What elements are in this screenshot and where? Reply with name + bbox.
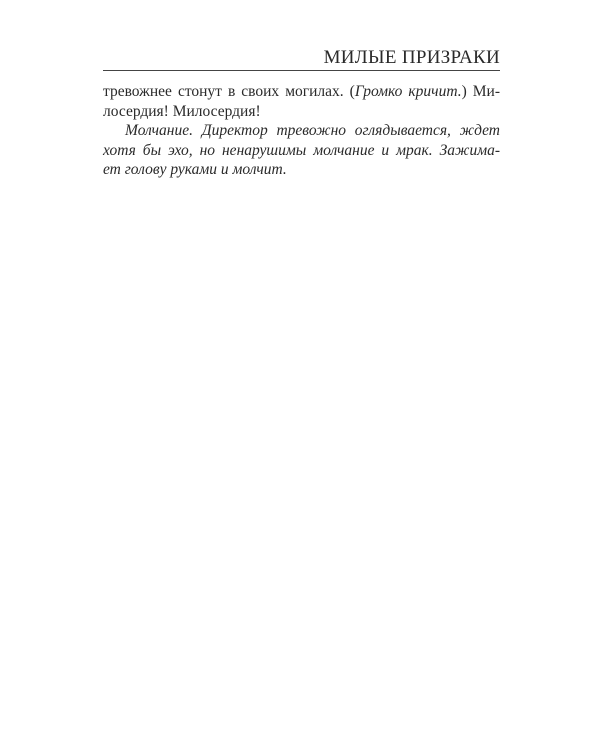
paragraph-1-line-2: лосердия! Милосердия! xyxy=(103,102,261,120)
stage-direction-line-1: Молчание. Директор тревожно оглядывается, ждет xyxy=(125,122,500,139)
stage-direction-line-2: хотя бы эхо, но ненарушимы молчание и мрак. Зажима- xyxy=(103,141,500,159)
stage-direction-inline: Громко кричит. xyxy=(354,83,462,100)
paragraph-1-line-1 xyxy=(103,82,500,102)
page-text xyxy=(103,82,500,180)
stage-direction-line-3: ет голову руками и молчит. xyxy=(103,161,287,178)
running-head xyxy=(103,48,500,71)
paragraph-1-line-1-post: ) Ми- xyxy=(461,83,501,100)
paragraph-1-line-1-pre: тревожнее стонут в своих могилах. ( xyxy=(103,83,355,100)
running-head-title: МИЛЫЕ ПРИЗРАКИ xyxy=(323,47,500,68)
